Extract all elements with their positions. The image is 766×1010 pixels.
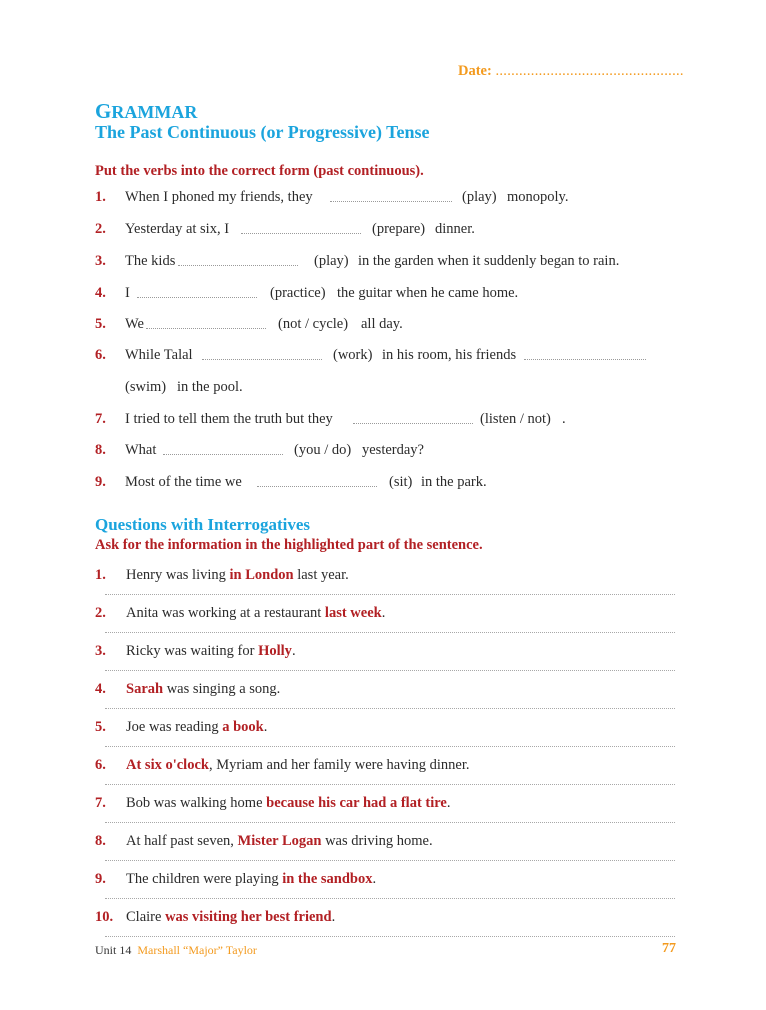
item-number: 1. xyxy=(95,567,106,583)
highlighted-part: in London xyxy=(229,567,294,583)
item-number: 8. xyxy=(95,833,106,849)
question-sentence xyxy=(126,871,376,888)
sentence-text: Henry was living xyxy=(126,567,230,583)
item-text: Most of the time we xyxy=(125,474,242,490)
answer-line[interactable] xyxy=(105,860,675,861)
question-item xyxy=(95,833,675,853)
verb-hint: (play) xyxy=(314,253,349,269)
question-sentence xyxy=(126,681,280,698)
answer-blank[interactable] xyxy=(202,347,322,360)
exercise-item xyxy=(95,474,655,496)
item-text: yesterday? xyxy=(362,442,424,458)
answer-blank[interactable] xyxy=(330,189,452,202)
sentence-text: At half past seven, xyxy=(126,833,238,849)
sentence-text: , Myriam and her family were having dinner. xyxy=(208,757,470,773)
section-heading: GRAMMAR xyxy=(95,99,198,123)
verb-hint: (listen / not) xyxy=(480,411,551,427)
question-sentence xyxy=(126,605,385,622)
item-text: While Talal xyxy=(125,347,193,363)
exercise-item xyxy=(95,442,655,464)
item-number: 5. xyxy=(95,719,106,735)
question-item xyxy=(95,871,675,891)
verb-hint: (not / cycle) xyxy=(278,316,349,332)
item-text: in his room, his friends xyxy=(382,347,517,363)
question-item xyxy=(95,681,675,701)
unit-title: Marshall “Major” Taylor xyxy=(137,943,257,957)
highlighted-part: Mister Logan xyxy=(237,833,322,849)
verb-hint: (sit) xyxy=(389,474,413,490)
item-number: 3. xyxy=(95,253,106,269)
highlighted-part: last week xyxy=(324,605,382,621)
item-number: 10. xyxy=(95,909,114,925)
exercise-item xyxy=(95,316,655,338)
item-text: When I phoned my friends, they xyxy=(125,189,313,205)
item-number: 2. xyxy=(95,605,106,621)
item-number: 6. xyxy=(95,347,106,363)
question-sentence xyxy=(126,795,451,812)
answer-line[interactable] xyxy=(105,746,675,747)
sentence-text: The children were playing xyxy=(126,871,283,887)
answer-line[interactable] xyxy=(105,708,675,709)
date-blank[interactable]: ................................................ xyxy=(495,63,684,79)
answer-line[interactable] xyxy=(105,670,675,671)
answer-blank[interactable] xyxy=(137,285,257,298)
answer-blank[interactable] xyxy=(178,253,298,266)
question-item xyxy=(95,567,675,587)
highlighted-part: because his car had a flat tire xyxy=(266,795,447,811)
item-text: the guitar when he came home. xyxy=(337,285,519,301)
date-line xyxy=(458,63,684,80)
answer-blank[interactable] xyxy=(257,474,377,487)
question-item xyxy=(95,643,675,663)
item-number: 6. xyxy=(95,757,106,773)
question-item xyxy=(95,757,675,777)
item-text: . xyxy=(562,411,566,427)
sentence-text: Bob was walking home xyxy=(126,795,267,811)
sentence-text: . xyxy=(331,909,336,925)
instruction-2: Ask for the information in the highlighted part of the sentence. xyxy=(95,537,483,553)
highlighted-part: a book xyxy=(222,719,264,735)
item-text: dinner. xyxy=(435,221,475,237)
question-sentence xyxy=(126,643,296,660)
verb-hint: (you / do) xyxy=(294,442,352,458)
exercise-item-continued xyxy=(95,379,655,401)
item-text: I tried to tell them the truth but they xyxy=(125,411,333,427)
item-text: I xyxy=(125,285,130,301)
item-number: 2. xyxy=(95,221,106,237)
item-number: 7. xyxy=(95,411,106,427)
sentence-text: . xyxy=(446,795,451,811)
answer-blank[interactable] xyxy=(146,316,266,329)
item-number: 9. xyxy=(95,871,106,887)
sentence-text: last year. xyxy=(293,567,349,583)
answer-line[interactable] xyxy=(105,632,675,633)
highlighted-part: At six o'clock xyxy=(126,757,209,773)
question-sentence xyxy=(126,833,433,850)
item-number: 5. xyxy=(95,316,106,332)
item-text: The kids xyxy=(125,253,176,269)
item-text: We xyxy=(125,316,144,332)
answer-line[interactable] xyxy=(105,936,675,937)
answer-blank[interactable] xyxy=(353,411,473,424)
sentence-text: was singing a song. xyxy=(163,681,281,697)
item-text: in the park. xyxy=(421,474,487,490)
answer-line[interactable] xyxy=(105,898,675,899)
question-sentence xyxy=(126,567,349,584)
exercise-item xyxy=(95,347,655,369)
verb-hint: (prepare) xyxy=(372,221,426,237)
footer xyxy=(95,943,257,958)
question-item xyxy=(95,909,675,929)
item-text: in the garden when it suddenly began to rain. xyxy=(358,253,620,269)
item-number: 7. xyxy=(95,795,106,811)
answer-line[interactable] xyxy=(105,594,675,595)
item-number: 4. xyxy=(95,285,106,301)
page-number: 77 xyxy=(662,941,676,956)
highlighted-part: Holly xyxy=(258,643,292,659)
question-item xyxy=(95,605,675,625)
answer-blank[interactable] xyxy=(524,347,646,360)
answer-blank[interactable] xyxy=(163,442,283,455)
sentence-text: Claire xyxy=(126,909,166,925)
sentence-text: . xyxy=(381,605,386,621)
exercise-item xyxy=(95,253,655,275)
sentence-text: Joe was reading xyxy=(126,719,223,735)
section-title: Questions with Interrogatives xyxy=(95,515,311,534)
item-text: in the pool. xyxy=(177,379,243,395)
instruction-1: Put the verbs into the correct form (past continuous). xyxy=(95,163,424,179)
item-text: monopoly. xyxy=(507,189,569,205)
item-text: Yesterday at six, I xyxy=(125,221,230,237)
highlighted-part: in the sandbox xyxy=(282,871,373,887)
exercise-item xyxy=(95,285,655,307)
sentence-text: Anita was working at a restaurant xyxy=(126,605,325,621)
unit-label: Unit 14 xyxy=(95,943,132,957)
verb-hint: (play) xyxy=(462,189,497,205)
answer-line[interactable] xyxy=(105,822,675,823)
question-sentence xyxy=(126,719,267,736)
item-number: 1. xyxy=(95,189,106,205)
sentence-text: . xyxy=(291,643,296,659)
date-label: Date: xyxy=(458,63,492,79)
highlighted-part: was visiting her best friend xyxy=(165,909,332,925)
sentence-text: Ricky was waiting for xyxy=(126,643,259,659)
item-number: 4. xyxy=(95,681,106,697)
verb-hint: (work) xyxy=(333,347,373,363)
question-sentence xyxy=(126,757,470,774)
question-item xyxy=(95,795,675,815)
answer-line[interactable] xyxy=(105,784,675,785)
item-number: 8. xyxy=(95,442,106,458)
page-title: The Past Continuous (or Progressive) Tense xyxy=(95,122,430,142)
exercise-item xyxy=(95,411,655,433)
verb-hint: (practice) xyxy=(270,285,326,301)
item-number: 3. xyxy=(95,643,106,659)
item-text: all day. xyxy=(361,316,403,332)
question-sentence xyxy=(126,909,335,926)
item-text: What xyxy=(125,442,157,458)
answer-blank[interactable] xyxy=(241,221,361,234)
exercise-item xyxy=(95,221,655,243)
item-number: 9. xyxy=(95,474,106,490)
sentence-text: was driving home. xyxy=(321,833,433,849)
question-item xyxy=(95,719,675,739)
highlighted-part: Sarah xyxy=(126,681,164,697)
exercise-item xyxy=(95,189,655,211)
sentence-text: . xyxy=(372,871,377,887)
sentence-text: . xyxy=(263,719,268,735)
verb-hint: (swim) xyxy=(125,379,167,395)
